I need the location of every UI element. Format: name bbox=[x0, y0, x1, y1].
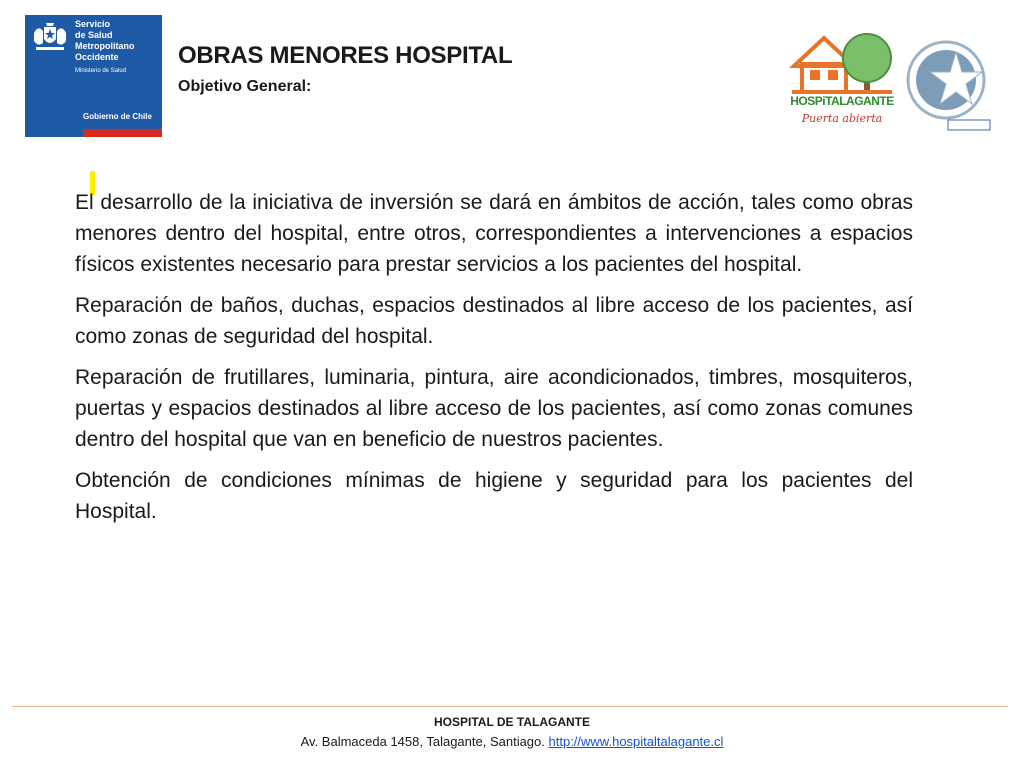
hospital-logo bbox=[788, 32, 896, 138]
main-content bbox=[75, 187, 913, 537]
footer-divider bbox=[12, 706, 1008, 707]
gobierno-de-chile-logo bbox=[25, 15, 162, 137]
page-title: OBRAS MENORES HOSPITAL bbox=[178, 42, 513, 69]
flag-stripe bbox=[25, 129, 162, 137]
paragraph-1: El desarrollo de la iniciativa de inversión se dará en ámbitos de acción, tales como obras menores dentro del hospital, entre otros, correspondientes a intervenciones a espacios físicos existentes necesario para prestar servicios a los pacientes del hospital. bbox=[75, 191, 913, 276]
page-subtitle: Objetivo General: bbox=[178, 78, 312, 95]
gov-logo-line3: Metropolitano bbox=[75, 41, 135, 51]
accreditation-seal bbox=[904, 36, 992, 134]
hospital-logo-name: HOSPiTALAGANTE bbox=[790, 94, 894, 108]
footer-hospital-name: HOSPITAL DE TALAGANTE bbox=[434, 715, 590, 729]
chile-coat-of-arms-icon bbox=[25, 15, 75, 112]
footer-website-link[interactable]: http://www.hospitaltalagante.cl bbox=[548, 734, 724, 749]
hospital-logo-tagline: Puerta abierta bbox=[801, 112, 883, 125]
gov-logo-ministry: Ministerio de Salud bbox=[75, 68, 127, 74]
paragraph-2: Reparación de baños, duchas, espacios destinados al libre acceso de los pacientes, así como zonas de seguridad del hospital. bbox=[75, 294, 913, 348]
house-and-tree-icon bbox=[788, 32, 896, 96]
paragraph-3: Reparación de frutillares, luminaria, pintura, aire acondicionados, timbres, mosquiteros, puertas y espacios destinados al libre acceso de los pacientes, así como zonas comunes dentro del hospital que van en beneficio de nuestros pacientes. bbox=[75, 366, 913, 451]
gov-logo-line2: de Salud bbox=[75, 30, 113, 40]
gov-logo-government: Gobierno de Chile bbox=[83, 112, 152, 121]
gov-logo-line1: Servicio bbox=[75, 19, 111, 29]
footer-address: Av. Balmaceda 1458, Talagante, Santiago. bbox=[300, 734, 545, 749]
paragraph-4: Obtención de condiciones mínimas de higiene y seguridad para los pacientes del Hospital. bbox=[75, 469, 913, 523]
star-seal-icon bbox=[904, 36, 992, 134]
gov-logo-line4: Occidente bbox=[75, 52, 119, 62]
footer-address-line bbox=[0, 734, 1024, 749]
